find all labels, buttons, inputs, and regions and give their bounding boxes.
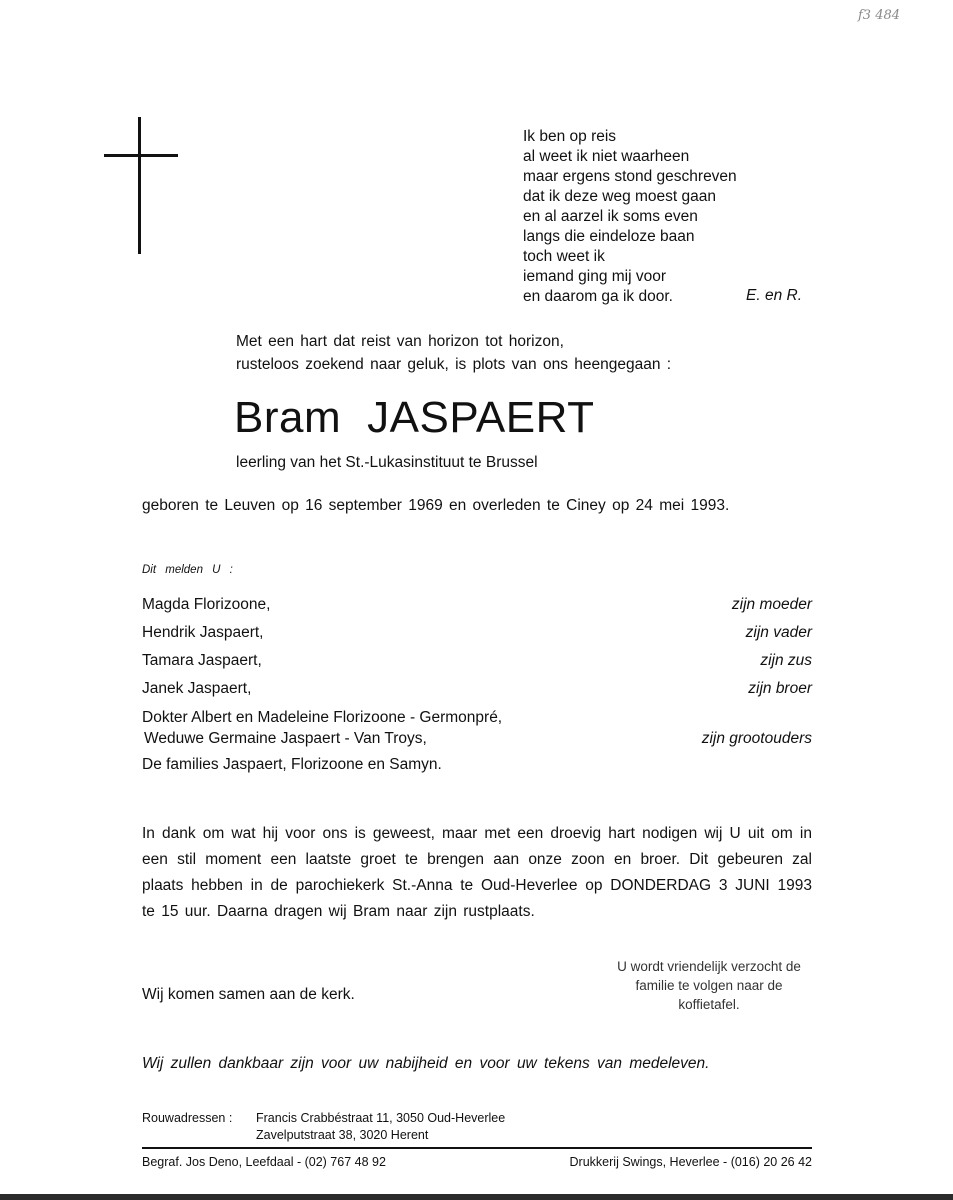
poem	[523, 127, 737, 307]
cross-icon-horizontal	[104, 154, 178, 157]
family-name: Janek Jaspaert,	[142, 680, 252, 697]
footer-undertaker: Begraf. Jos Deno, Leefdaal - (02) 767 48 92	[142, 1155, 386, 1169]
last-name: JASPAERT	[367, 393, 595, 442]
family-name: Magda Florizoone,	[142, 596, 271, 613]
deceased-name	[234, 393, 594, 443]
coffee-note: U wordt vriendelijk verzocht de familie te volgen naar de koffietafel.	[617, 959, 801, 1012]
poem-line: langs die eindeloze baan	[523, 228, 695, 245]
intro-line-2: rusteloos zoekend naar geluk, is plots van ons heengegaan :	[236, 356, 672, 373]
first-name: Bram	[234, 393, 342, 442]
gathering-text: Wij komen samen aan de kerk.	[142, 986, 355, 1003]
family-name: Hendrik Jaspaert,	[142, 624, 264, 641]
family-name: Tamara Jaspaert,	[142, 652, 262, 669]
poem-line: iemand ging mij voor	[523, 268, 667, 285]
handwritten-annotation: f3 484	[858, 8, 901, 23]
address-line-2: Zavelputstraat 38, 3020 Herent	[256, 1128, 429, 1142]
family-relation: zijn broer	[748, 680, 812, 697]
family-name: Dokter Albert en Madeleine Florizoone - Germonpré,	[142, 709, 503, 726]
poem-line: Ik ben op reis	[523, 128, 617, 145]
poem-signature: E. en R.	[746, 287, 802, 304]
scan-edge	[0, 1194, 953, 1200]
deceased-subtitle: leerling van het St.-Lukasinstituut te Brussel	[236, 454, 538, 471]
poem-line: al weet ik niet waarheen	[523, 148, 690, 165]
addresses-label: Rouwadressen :	[142, 1111, 233, 1125]
intro-line-1: Met een hart dat reist van horizon tot horizon,	[236, 333, 564, 350]
footer-divider	[142, 1147, 812, 1149]
poem-line: en daarom ga ik door.	[523, 288, 673, 305]
poem-line: dat ik deze weg moest gaan	[523, 188, 717, 205]
family-name: De families Jaspaert, Florizoone en Samyn.	[142, 756, 442, 773]
family-relation: zijn moeder	[731, 596, 812, 613]
intro-text	[236, 330, 671, 376]
invitation-text: In dank om wat hij voor ons is geweest, maar met een droevig hart nodigen wij U uit om in een stil moment een laatste groet te brengen aan onze zoon en broer. Dit gebeuren zal plaats hebben in de parochiekerk St.-Anna te Oud-Heverlee op DONDERDAG 3 JUNI 1993 te 15 uur. Daarna dragen wij Bram naar zijn rustplaats.	[142, 825, 812, 920]
footer-printer: Drukkerij Swings, Heverlee - (016) 20 26 42	[569, 1155, 812, 1169]
family-relation: zijn zus	[760, 652, 812, 669]
poem-line: maar ergens stond geschreven	[523, 168, 737, 185]
cross-icon-vertical	[138, 117, 141, 254]
thanks-text: Wij zullen dankbaar zijn voor uw nabijheid en voor uw tekens van medeleven.	[142, 1055, 710, 1072]
announce-label: Dit melden U :	[142, 564, 233, 576]
poem-line: en al aarzel ik soms even	[523, 208, 698, 225]
poem-line: toch weet ik	[523, 248, 605, 265]
family-name: Weduwe Germaine Jaspaert - Van Troys,	[144, 730, 427, 747]
family-relation: zijn grootouders	[701, 730, 812, 747]
family-relation: zijn vader	[745, 624, 812, 641]
birth-death-line: geboren te Leuven op 16 september 1969 en overleden te Ciney op 24 mei 1993.	[142, 497, 730, 514]
address-line-1: Francis Crabbéstraat 11, 3050 Oud-Heverlee	[256, 1111, 506, 1125]
